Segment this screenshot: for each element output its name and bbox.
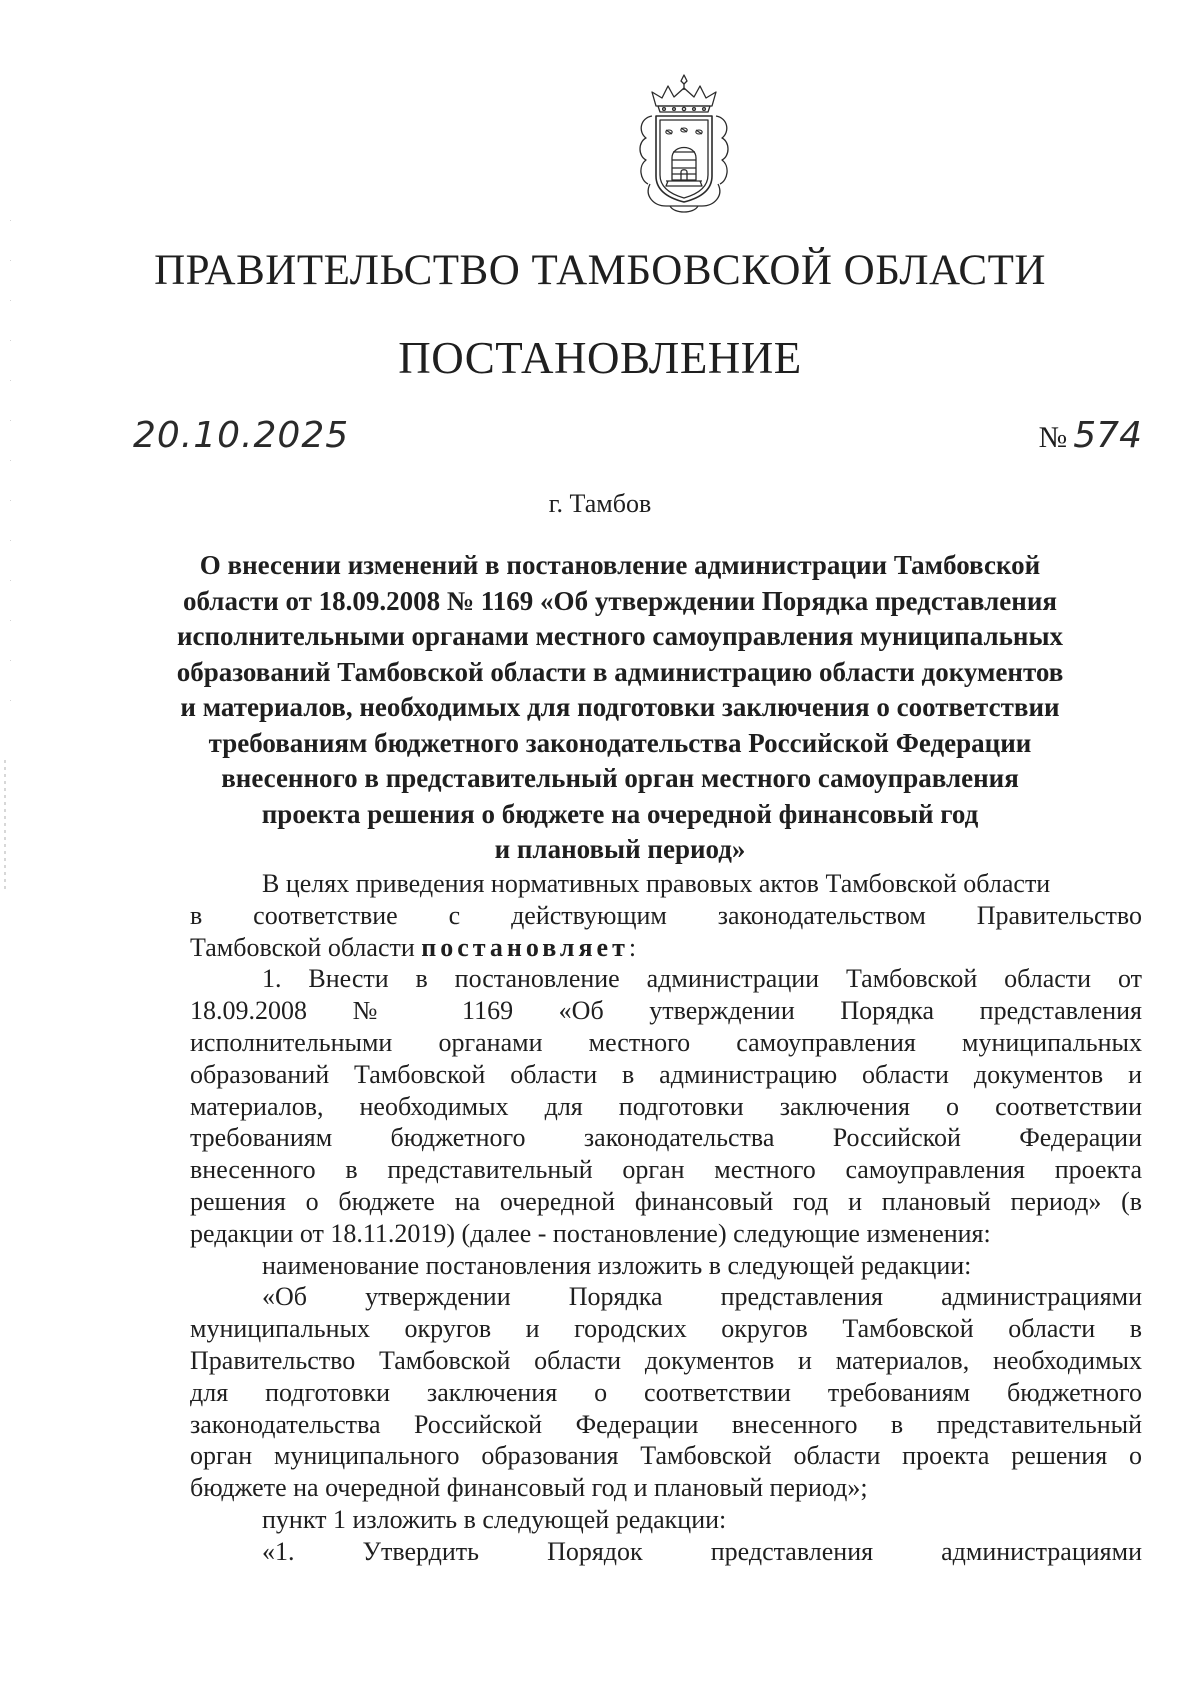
document-heading [130, 548, 1110, 868]
body-line: «1. Утвердить Порядок представления администрациями [262, 1536, 1142, 1566]
heading-line: требованиям бюджетного законодательства Российской Федерации [208, 727, 1032, 758]
heading-line: исполнительными органами местного самоуправления муниципальных [176, 621, 1064, 651]
body-line: в соответствие с действующим законодательством Правительство [190, 900, 1142, 930]
heading-line: образований Тамбовской области в администрацию области документов [176, 656, 1064, 687]
scan-artifact [4, 760, 6, 890]
body-line: внесенного в представительный орган местного самоуправления проекта [190, 1155, 1142, 1185]
body-line: Правительство Тамбовской области документов и материалов, необходимых [190, 1345, 1142, 1375]
body-line: 18.09.2008 № 1169 «Об утверждении Порядка представления [190, 996, 1142, 1026]
heading-line: внесенного в представительный орган местного самоуправления [221, 763, 1019, 793]
heading-line: и плановый период» [494, 834, 746, 864]
body-line: «Об утверждении Порядка представления администрациями [262, 1282, 1142, 1312]
city-line: г. Тамбов [548, 489, 652, 518]
handwritten-number: 574 [1073, 415, 1142, 456]
body-line: муниципальных округов и городских округов Тамбовской области в [190, 1314, 1142, 1344]
body-line: решения о бюджете на очередной финансовый год и плановый период» (в [190, 1186, 1142, 1216]
body-line-resolves [190, 932, 1142, 964]
handwritten-date: 20.10.2025 [133, 415, 350, 456]
tambov-coat-of-arms-icon [630, 72, 738, 220]
body-text-fragment: : [628, 932, 637, 962]
body-text-fragment: Тамбовской области [190, 932, 415, 962]
government-title: ПРАВИТЕЛЬСТВО ТАМБОВСКОЙ ОБЛАСТИ [154, 247, 1046, 294]
body-line: пункт 1 изложить в следующей редакции: [262, 1504, 727, 1534]
body-line: наименование постановления изложить в следующей редакции: [262, 1250, 972, 1280]
heading-line: и материалов, необходимых для подготовки заключения о соответствии [180, 692, 1060, 722]
body-line: образований Тамбовской области в администрацию области документов и [190, 1059, 1142, 1089]
body-line: материалов, необходимых для подготовки заключения о соответствии [190, 1091, 1142, 1121]
body-line: орган муниципального образования Тамбовской области проекта решения о [190, 1441, 1142, 1471]
heading-line: области от 18.09.2008 № 1169 «Об утверждении Порядка представления [182, 585, 1057, 616]
body-line: законодательства Российской Федерации внесенного в представительный [190, 1409, 1142, 1439]
document-body [190, 868, 1142, 1568]
body-line: требованиям бюджетного законодательства Российской Федерации [190, 1123, 1142, 1153]
document-number [1039, 415, 1142, 456]
body-line: В целях приведения нормативных правовых актов Тамбовской области [262, 869, 1051, 898]
body-line: бюджете на очередной финансовый год и плановый период»; [190, 1473, 868, 1503]
number-sign: № [1038, 421, 1068, 454]
body-line: 1. Внести в постановление администрации Тамбовской области от [262, 964, 1142, 994]
body-line: для подготовки заключения о соответствии требованиям бюджетного [190, 1377, 1142, 1407]
scan-artifact [10, 220, 11, 740]
body-line: исполнительными органами местного самоуправления муниципальных [190, 1027, 1142, 1057]
heading-line: О внесении изменений в постановление администрации Тамбовской [199, 550, 1041, 580]
document-type-title: ПОСТАНОВЛЕНИЕ [398, 333, 802, 383]
heading-line: проекта решения о бюджете на очередной финансовый год [261, 798, 979, 829]
resolves-word: постановляет [421, 932, 629, 962]
body-line: редакции от 18.11.2019) (далее - постановление) следующие изменения: [190, 1218, 991, 1248]
